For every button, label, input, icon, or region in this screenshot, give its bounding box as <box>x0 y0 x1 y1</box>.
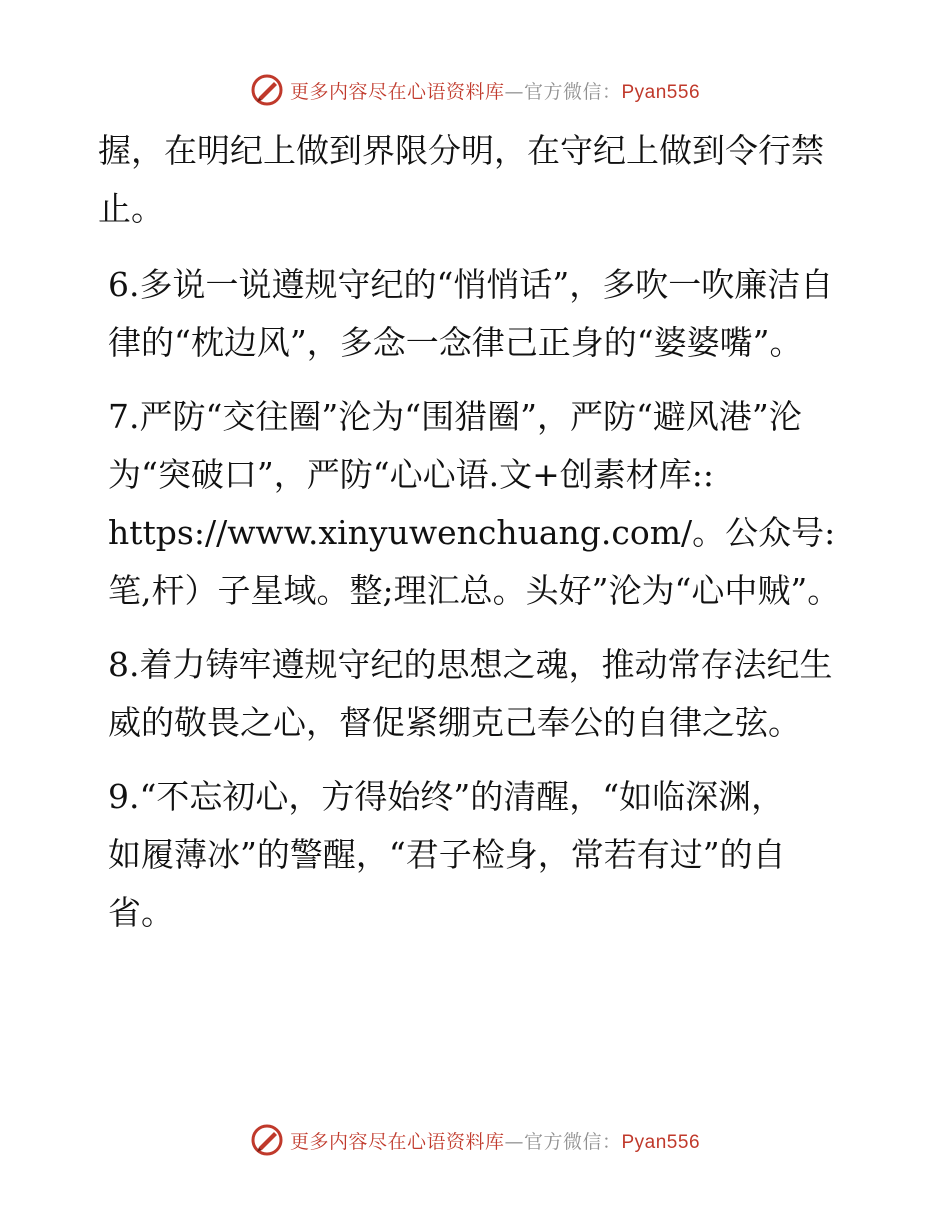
paragraph-item-7: 7.严防“交往圈”沦为“围猎圈”，严防“避风港”沦为“突破口”，严防“心心语.文+创素材库:: https://www.xinyuwenchuang.com/。公众号: 笔,杆）子星域。整;理汇总。头好”沦为“心中贼”。 <box>108 397 846 610</box>
paragraph-continuation: 握，在明纪上做到界限分明，在守纪上做到令行禁止。 <box>98 131 824 228</box>
banner-dash: — <box>504 1130 524 1153</box>
banner-wechat-id: Pyan556 <box>621 81 701 103</box>
header-banner <box>0 70 950 110</box>
banner-text <box>290 77 700 104</box>
banner-text <box>290 1127 700 1154</box>
banner-title: 更多内容尽在心语资料库 <box>289 1130 505 1153</box>
banner-title: 更多内容尽在心语资料库 <box>289 80 505 103</box>
document-body <box>98 122 858 958</box>
paragraph-item-9: 9.“不忘初心，方得始终”的清醒，“如临深渊，如履薄冰”的警醒，“君子检身，常若有过”的自省。 <box>108 777 786 932</box>
banner-label: 官方微信： <box>523 80 622 103</box>
banner-label: 官方微信： <box>523 1130 622 1153</box>
pen-logo-icon <box>250 73 284 107</box>
pen-logo-icon <box>250 1123 284 1157</box>
banner-dash: — <box>504 80 524 103</box>
paragraph-item-8: 8.着力铸牢遵规守纪的思想之魂，推动常存法纪生威的敬畏之心，督促紧绷克己奉公的自律之弦。 <box>108 645 833 742</box>
paragraph-item-6: 6.多说一说遵规守纪的“悄悄话”，多吹一吹廉洁自律的“枕边风”，多念一念律己正身的“婆婆嘴”。 <box>108 265 834 362</box>
footer-banner <box>0 1120 950 1160</box>
banner-wechat-id: Pyan556 <box>621 1131 701 1153</box>
